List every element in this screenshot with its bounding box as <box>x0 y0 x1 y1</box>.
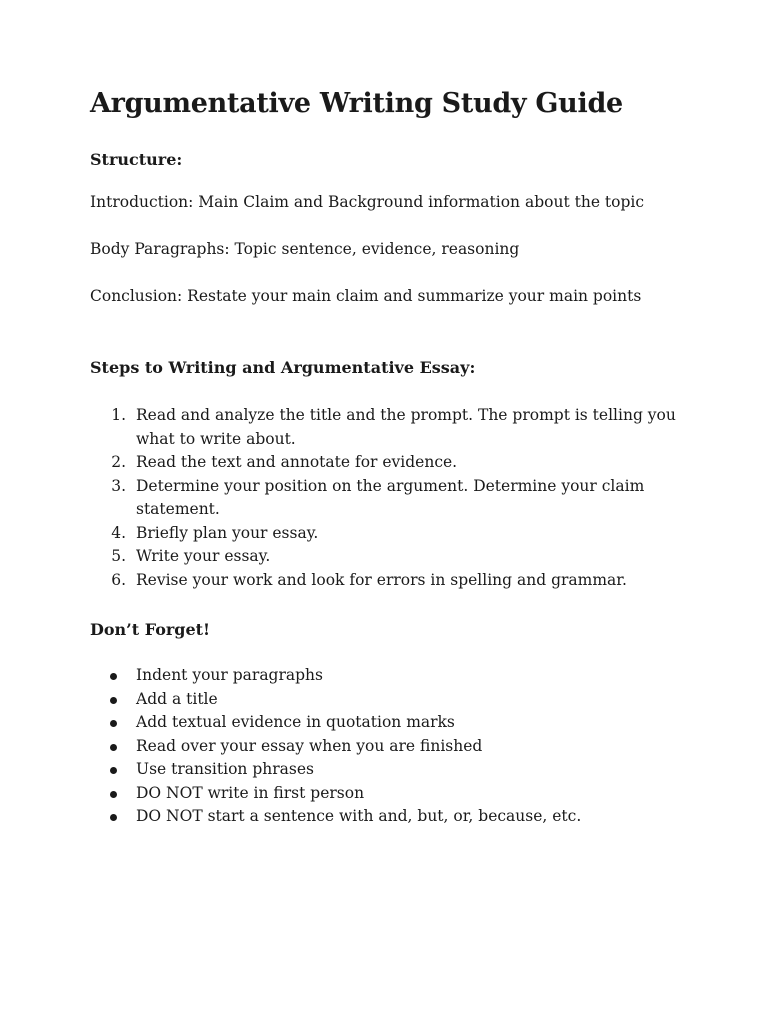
step-item <box>90 569 676 593</box>
step-number: 3. <box>111 476 126 495</box>
reminder-item <box>90 735 581 759</box>
step-item <box>90 475 676 522</box>
reminder-item <box>90 782 581 806</box>
step-text: Read and analyze the title and the prompt. The prompt is telling you <box>136 406 676 424</box>
conclusion-text: Conclusion: Restate your main claim and summarize your main points <box>90 287 642 305</box>
step-item <box>90 522 676 546</box>
reminder-text: Add a title <box>136 689 218 708</box>
step-text: Write your essay. <box>136 547 271 565</box>
reminder-text: DO NOT start a sentence with and, but, or, because, etc. <box>136 807 582 825</box>
step-number: 4. <box>111 523 126 542</box>
bullet-icon <box>110 744 117 751</box>
dont-forget-heading: Don’t Forget! <box>90 620 211 639</box>
reminder-item <box>90 688 581 712</box>
bullet-icon <box>110 814 117 821</box>
steps-heading: Steps to Writing and Argumentative Essay: <box>90 358 476 377</box>
bullet-icon <box>110 673 117 680</box>
introduction-text: Introduction: Main Claim and Background information about the topic <box>90 193 645 211</box>
reminder-item <box>90 758 581 782</box>
step-text: Revise your work and look for errors in spelling and grammar. <box>136 570 627 589</box>
reminder-item <box>90 711 581 735</box>
reminders-list <box>90 664 581 829</box>
step-text: Determine your position on the argument. Determine your claim <box>136 476 645 495</box>
step-text: Briefly plan your essay. <box>136 523 319 542</box>
reminder-text: Read over your essay when you are finished <box>136 736 483 755</box>
reminder-text: Indent your paragraphs <box>136 666 323 684</box>
reminder-item <box>90 805 581 829</box>
reminder-text: Add textual evidence in quotation marks <box>136 713 455 731</box>
reminder-text: DO NOT write in first person <box>136 783 365 802</box>
step-item <box>90 545 676 569</box>
bullet-icon <box>110 720 117 727</box>
reminder-text: Use transition phrases <box>136 760 314 778</box>
bullet-icon <box>110 791 117 798</box>
steps-list <box>90 404 676 592</box>
reminder-item <box>90 664 581 688</box>
step-number: 5. <box>111 547 126 565</box>
step-number: 6. <box>111 570 126 589</box>
step-text: Read the text and annotate for evidence. <box>136 453 458 471</box>
body-paragraphs-text: Body Paragraphs: Topic sentence, evidence, reasoning <box>90 240 520 258</box>
bullet-icon <box>110 697 117 704</box>
bullet-icon <box>110 767 117 774</box>
step-text-continued: statement. <box>136 500 220 518</box>
document-title: Argumentative Writing Study Guide <box>90 88 623 119</box>
step-number: 1. <box>111 406 126 424</box>
step-text-continued: what to write about. <box>136 429 296 448</box>
step-item <box>90 451 676 475</box>
structure-heading: Structure: <box>90 150 183 169</box>
step-number: 2. <box>111 453 126 471</box>
step-item <box>90 404 676 451</box>
